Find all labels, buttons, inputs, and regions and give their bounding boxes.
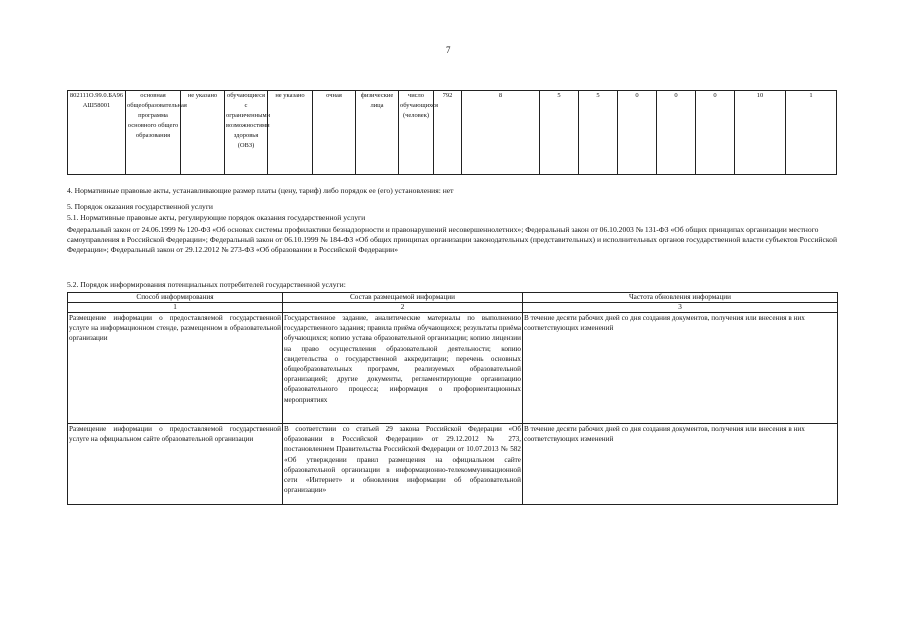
indicator-cell: число обучающихся (человек)	[399, 91, 434, 175]
information-table	[67, 292, 838, 505]
service-volume-table	[67, 90, 837, 175]
method-cell: Размещение информации о предоставляемой государственной услуге на информационном стенде, размещенном в образовательной организации	[68, 313, 283, 424]
value-cell: 5	[540, 91, 579, 175]
not-specified-cell: не указано	[268, 91, 313, 175]
program-cell: основная общеобразовательная программа основного общего образования	[126, 91, 181, 175]
value-cell: 0	[618, 91, 657, 175]
value-cell: 0	[696, 91, 735, 175]
content-cell: В соответствии со статьей 29 закона Российской Федерации «Об образовании в Российской Федерации» от 29.12.2012 № 273, постановлением Правительства Российской Федерации от 10.07.2013 № 582 «Об утверждении правил размещения на официальном сайте образовательной организации в информационно-телекоммуникационной сети «Интернет» и обновления информации об образовательной организации»	[283, 424, 523, 505]
value-cell: 5	[579, 91, 618, 175]
table-row	[68, 313, 838, 424]
frequency-cell: В течение десяти рабочих дней со дня создания документов, получения или внесения в них соответствующих изменений	[523, 424, 838, 505]
table-header-row	[68, 293, 838, 303]
column-number-row	[68, 303, 838, 313]
table-row	[68, 91, 837, 175]
value-cell: 10	[735, 91, 786, 175]
section-5-2-heading: 5.2. Порядок информирования потенциальных потребителей государственной услуги:	[67, 280, 346, 289]
column-number: 1	[68, 303, 283, 313]
unit-code-cell: 792	[434, 91, 462, 175]
column-number: 3	[523, 303, 838, 313]
value-cell: 0	[657, 91, 696, 175]
column-header-content: Состав размещаемой информации	[283, 293, 523, 303]
value-cell: 1	[786, 91, 837, 175]
value-cell: 8	[462, 91, 540, 175]
column-number: 2	[283, 303, 523, 313]
section-4-text: 4. Нормативные правовые акты, устанавливающие размер платы (цену, тариф) либо порядок ее (его) установления: нет	[67, 186, 454, 195]
frequency-cell: В течение десяти рабочих дней со дня создания документов, получения или внесения в них соответствующих изменений	[523, 313, 838, 424]
section-5-1-heading: 5.1. Нормативные правовые акты, регулирующие порядок оказания государственной услуги	[67, 213, 366, 222]
study-form-cell: очная	[313, 91, 356, 175]
column-header-frequency: Частота обновления информации	[523, 293, 838, 303]
not-specified-cell: не указано	[181, 91, 225, 175]
page-number: 7	[446, 45, 451, 55]
method-cell: Размещение информации о предоставляемой государственной услуге на официальном сайте образовательной организации	[68, 424, 283, 505]
column-header-method: Способ информирования	[68, 293, 283, 303]
regulatory-acts-text: Федеральный закон от 24.06.1999 № 120-ФЗ «Об основах системы профилактики безнадзорности и правонарушений несовершеннолетних»; Федеральный закон от 06.10.2003 № 131-ФЗ «Об общих принципах организации местного самоуправления в Российской Федерации»; Федеральный закон от 06.10.1999 № 184-ФЗ «Об общих принципах организации законодательных (представительных) и исполнительных органов государственной власти субъектов Российской Федерации»; Федеральный закон от 29.12.2012 № 273-ФЗ «Об образовании в Российской Федерации»	[67, 225, 838, 255]
student-category-cell: обучающиеся с ограниченными возможностями здоровья (ОВЗ)	[225, 91, 268, 175]
consumers-cell: физические лица	[356, 91, 399, 175]
registry-code-cell: 802111О.99.0.БА96АШ58001	[68, 91, 126, 175]
table-row	[68, 424, 838, 505]
section-5-heading: 5. Порядок оказания государственной услуги	[67, 202, 213, 211]
content-cell: Государственное задание, аналитические материалы по выполнению государственного задания; правила приёма обучающихся; результаты приёма обучающихся; копию устава образовательной организации; копию лицензии на право осуществления образовательной деятельности; копию свидетельства о государственной аккредитации; перечень основных общеобразовательных программ, реализуемых образовательной организацией; другие документы, регламентирующие организацию образовательного процесса; информация о профориентационных мероприятиях	[283, 313, 523, 424]
